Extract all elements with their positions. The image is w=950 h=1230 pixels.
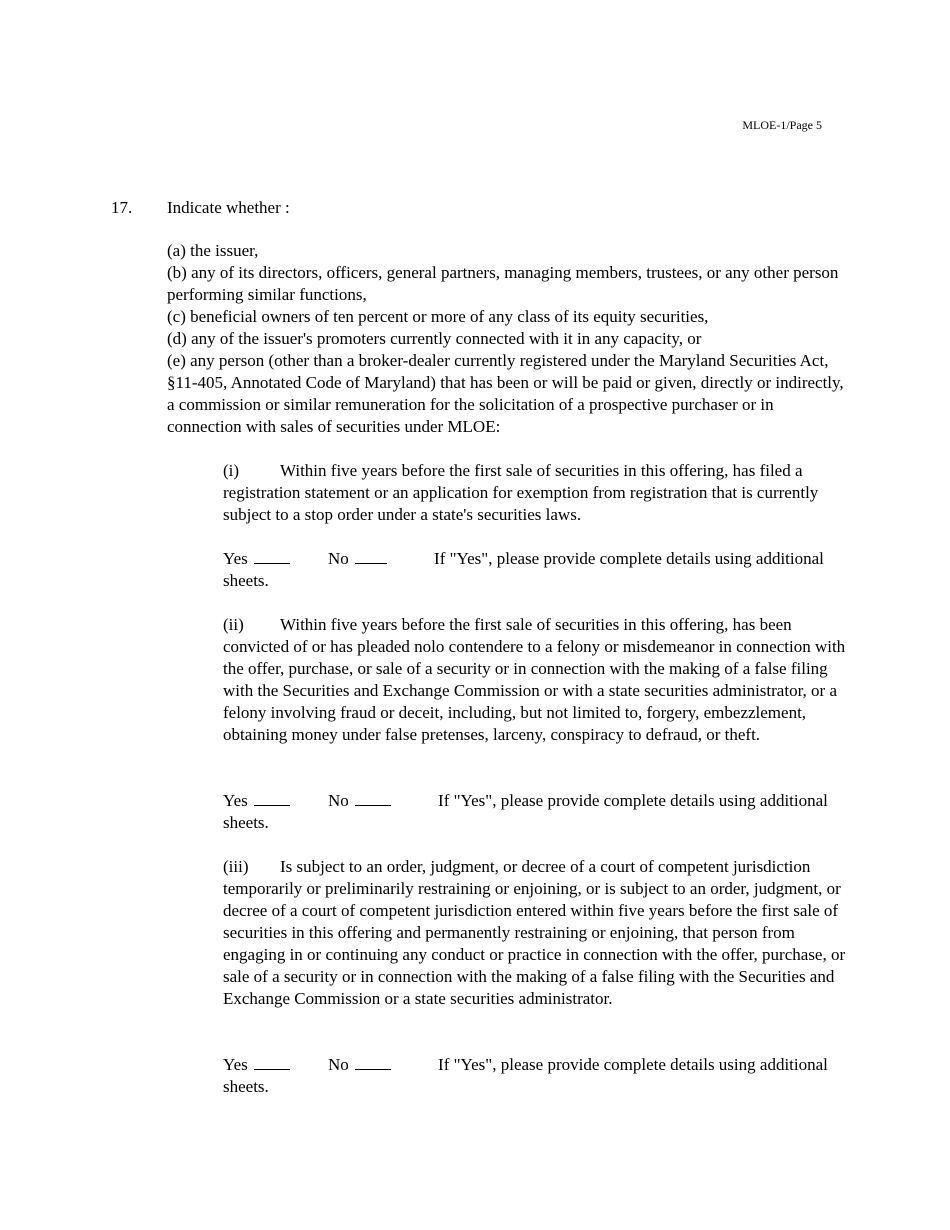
details-instruction: If "Yes", please provide complete details using additional sheets.: [223, 1055, 828, 1096]
yes-answer-blank[interactable]: [254, 1054, 290, 1070]
sub-question-i: [223, 460, 848, 526]
page-reference: MLOE-1/Page 5: [742, 118, 822, 132]
yes-answer-blank[interactable]: [254, 548, 290, 564]
party-item-b: (b) any of its directors, officers, general partners, managing members, trustees, or any other person performing similar functions,: [167, 263, 839, 304]
sub-question-number: (i): [223, 461, 240, 480]
no-label: No: [328, 1055, 349, 1074]
no-label: No: [328, 549, 349, 568]
party-list: [167, 240, 847, 438]
sub-question-iii: [223, 856, 848, 1010]
sub-question-text: Within five years before the first sale of securities in this offering, has been convicted of or has pleaded nolo contendere to a felony or misdemeanor in connection with the offer, purchase, or sale of a security or in connection with the making of a false filing with the Securities and Exchange Commission or with a state securities administrator, or a felony involving fraud or deceit, including, but not limited to, forgery, embezzlement, obtaining money under false pretenses, larceny, conspiracy to defraud, or theft.: [223, 615, 846, 744]
details-instruction: If "Yes", please provide complete details using additional sheets.: [223, 549, 824, 590]
no-answer-blank[interactable]: [355, 548, 387, 564]
sub-question-number: (ii): [223, 615, 244, 634]
party-item-e: (e) any person (other than a broker-dealer currently registered under the Maryland Securities Act, §11-405, Annotated Code of Maryland) that has been or will be paid or given, directly or indirectly, a commission or similar remuneration for the solicitation of a prospective purchaser or in connection with sales of securities under MLOE:: [167, 351, 844, 436]
yes-label: Yes: [223, 791, 248, 810]
answer-row-ii: [223, 790, 843, 834]
sub-question-text: Is subject to an order, judgment, or decree of a court of competent jurisdiction temporarily or preliminarily restraining or enjoining, or is subject to an order, judgment, or decree of a court of competent jurisdiction entered within five years before the first sale of securities in this offering and permanently restraining or enjoining, that person from engaging in or continuing any conduct or practice in connection with the offer, purchase, or sale of a security or in connection with the making of a false filing with the Securities and Exchange Commission or a state securities administrator.: [223, 857, 846, 1008]
yes-label: Yes: [223, 549, 248, 568]
yes-answer-blank[interactable]: [254, 790, 290, 806]
sub-question-text: Within five years before the first sale of securities in this offering, has filed a registration statement or an application for exemption from registration that is currently subject to a stop order under a state's securities laws.: [223, 461, 819, 524]
no-answer-blank[interactable]: [355, 790, 391, 806]
party-item-a: (a) the issuer,: [167, 241, 259, 260]
party-item-c: (c) beneficial owners of ten percent or more of any class of its equity securities,: [167, 307, 709, 326]
yes-label: Yes: [223, 1055, 248, 1074]
question-number: 17.: [111, 198, 133, 217]
sub-question-number: (iii): [223, 857, 249, 876]
question-title: Indicate whether :: [167, 198, 290, 217]
sub-question-ii: [223, 614, 848, 746]
no-label: No: [328, 791, 349, 810]
party-item-d: (d) any of the issuer's promoters currently connected with it in any capacity, or: [167, 329, 702, 348]
details-instruction: If "Yes", please provide complete details using additional sheets.: [223, 791, 828, 832]
answer-row-iii: [223, 1054, 843, 1098]
answer-row-i: [223, 548, 843, 592]
no-answer-blank[interactable]: [355, 1054, 391, 1070]
